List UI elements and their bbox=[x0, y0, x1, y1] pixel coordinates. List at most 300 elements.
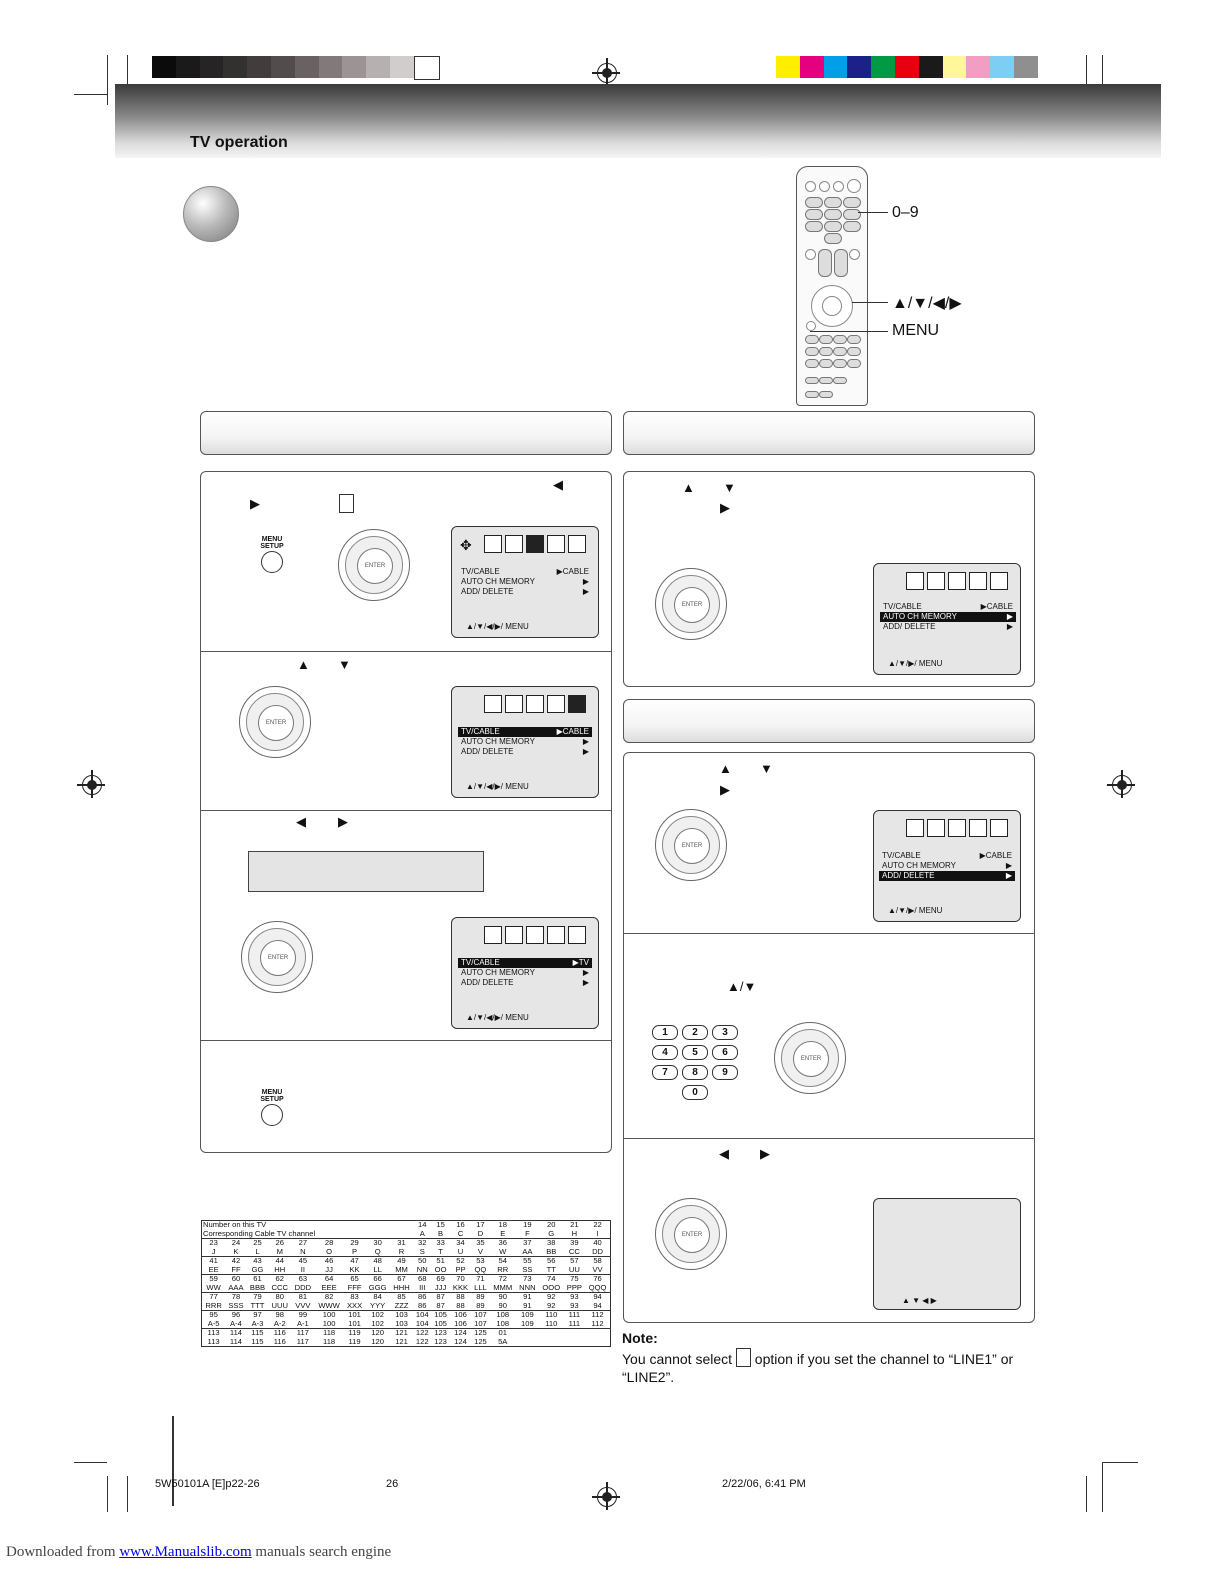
registration-mark bbox=[597, 1487, 617, 1507]
osd-row-value: ▶ bbox=[582, 978, 589, 987]
enter-button: ENTER bbox=[793, 1041, 829, 1077]
table-cell: 109 bbox=[521, 1318, 534, 1328]
step-divider bbox=[201, 651, 611, 652]
table-cell: 60 bbox=[225, 1275, 247, 1284]
color-swatch bbox=[990, 56, 1014, 78]
table-cell: TTT bbox=[250, 1300, 265, 1310]
right-arrow-icon: ▶ bbox=[250, 496, 260, 511]
leader-line bbox=[852, 302, 888, 303]
osd-menu-list bbox=[458, 958, 592, 988]
remote-button bbox=[805, 347, 819, 356]
table-cell: GG bbox=[251, 1264, 264, 1274]
table-cell bbox=[516, 1338, 539, 1347]
menu-button-circle bbox=[261, 551, 283, 573]
remote-number-key bbox=[843, 197, 861, 208]
step-divider bbox=[624, 933, 1034, 934]
table-cell: 108 bbox=[490, 1311, 516, 1320]
lock-icon bbox=[969, 572, 987, 590]
table-cell: 104 bbox=[413, 1311, 431, 1320]
remote-button bbox=[819, 347, 833, 356]
table-cell bbox=[585, 1338, 610, 1347]
osd-row-tvcable bbox=[458, 727, 592, 737]
left-heading-box bbox=[200, 411, 612, 455]
table-cell: MMM bbox=[493, 1282, 513, 1292]
table-cell: 19 bbox=[523, 1220, 532, 1229]
channel-setup-icon bbox=[526, 695, 544, 713]
table-cell: 84 bbox=[365, 1293, 390, 1302]
color-swatch bbox=[1014, 56, 1038, 78]
dpad-ud bbox=[774, 1022, 846, 1094]
table-cell: 88 bbox=[450, 1293, 472, 1302]
crop-mark bbox=[172, 1416, 174, 1506]
picture-icon bbox=[505, 695, 523, 713]
menu-button-circle bbox=[261, 1104, 283, 1126]
enter-button: ENTER bbox=[258, 705, 294, 741]
color-swatch bbox=[919, 56, 943, 78]
table-cell: LL bbox=[373, 1264, 382, 1274]
table-cell: 118 bbox=[323, 1336, 336, 1346]
remote-button bbox=[819, 335, 833, 344]
table-cell: 91 bbox=[516, 1293, 539, 1302]
registration-mark bbox=[82, 775, 102, 795]
table-cell: 111 bbox=[568, 1318, 581, 1328]
table-cell: D bbox=[477, 1228, 484, 1238]
table-cell: 110 bbox=[545, 1318, 558, 1328]
table-cell: 26 bbox=[268, 1239, 291, 1248]
osd-menu-icons bbox=[484, 695, 586, 713]
table-cell: 23 bbox=[202, 1239, 226, 1248]
footer-page-number: 26 bbox=[386, 1478, 399, 1490]
table-cell: 31 bbox=[390, 1239, 413, 1248]
table-cell: 122 bbox=[415, 1336, 429, 1346]
table-cell: 123 bbox=[434, 1336, 447, 1346]
table-cell: 67 bbox=[390, 1275, 413, 1284]
table-cell: VVV bbox=[295, 1300, 311, 1310]
table-cell: HHH bbox=[393, 1282, 410, 1292]
table-cell: 110 bbox=[539, 1311, 564, 1320]
table-cell: 65 bbox=[344, 1275, 366, 1284]
table-cell: 86 bbox=[413, 1293, 431, 1302]
table-cell: 15 bbox=[436, 1220, 445, 1229]
remote-number-key bbox=[805, 221, 823, 232]
remote-button bbox=[833, 377, 847, 384]
remote-button bbox=[847, 359, 861, 368]
cc-icon bbox=[990, 819, 1008, 837]
lock-icon bbox=[547, 535, 565, 553]
table-cell: 53 bbox=[471, 1257, 489, 1266]
table-cell: 78 bbox=[225, 1293, 247, 1302]
table-cell: 114 bbox=[225, 1329, 247, 1338]
picture-icon bbox=[927, 572, 945, 590]
osd-footer: ▲/▼/◀/▶/ MENU bbox=[466, 1013, 529, 1022]
table-cell: 122 bbox=[413, 1329, 431, 1338]
remote-number-key bbox=[805, 209, 823, 220]
table-cell: 119 bbox=[348, 1336, 361, 1346]
table-cell: 83 bbox=[344, 1293, 366, 1302]
table-cell: 73 bbox=[516, 1275, 539, 1284]
table-cell: KKK bbox=[452, 1282, 469, 1292]
right-arrow-icon: ▶ bbox=[720, 782, 730, 797]
picture-icon bbox=[505, 926, 523, 944]
table-cell: OOO bbox=[542, 1282, 561, 1292]
number-key: 4 bbox=[652, 1045, 678, 1060]
table-cell: NN bbox=[416, 1264, 428, 1274]
table-cell: 75 bbox=[564, 1275, 586, 1284]
updown-arrow-icon: ▲/▼ bbox=[727, 979, 757, 994]
osd-row-value: ▶ bbox=[1006, 612, 1013, 621]
number-key: 8 bbox=[682, 1065, 708, 1080]
osd-row-value: ▶CABLE bbox=[980, 602, 1013, 611]
number-key: 0 bbox=[682, 1085, 708, 1100]
crop-mark bbox=[107, 55, 108, 105]
setup-label: SETUP bbox=[260, 1096, 284, 1103]
table-cell: 101 bbox=[348, 1318, 361, 1328]
table-cell: R bbox=[398, 1246, 405, 1256]
osd-row-value: ▶TV bbox=[572, 958, 589, 967]
cc-icon bbox=[568, 926, 586, 944]
gray-swatch bbox=[342, 56, 366, 78]
number-key: 3 bbox=[712, 1025, 738, 1040]
right-heading-box bbox=[623, 411, 1035, 455]
table-cell: 90 bbox=[498, 1300, 507, 1310]
table-cell: 95 bbox=[202, 1311, 226, 1320]
clock-icon bbox=[906, 572, 924, 590]
remote-button bbox=[805, 335, 819, 344]
table-cell: 57 bbox=[564, 1257, 586, 1266]
osd-menu-list bbox=[458, 567, 592, 597]
table-cell: 45 bbox=[291, 1257, 314, 1266]
osd-footer: ▲/▼/▶/ MENU bbox=[888, 906, 943, 915]
table-cell: XXX bbox=[346, 1300, 363, 1310]
table-cell: FF bbox=[231, 1264, 241, 1274]
table-cell: HH bbox=[274, 1264, 286, 1274]
remote-button bbox=[833, 359, 847, 368]
table-cell: 25 bbox=[247, 1239, 269, 1248]
dpad-ud bbox=[239, 686, 311, 758]
table-cell: BB bbox=[546, 1246, 557, 1256]
note-text-end: option if you set the channel to “LINE1” or “LINE2”. bbox=[622, 1351, 1014, 1385]
table-cell: 116 bbox=[268, 1329, 291, 1338]
remote-button bbox=[805, 391, 819, 398]
remote-label-menu: MENU bbox=[892, 322, 940, 339]
remote-number-key bbox=[843, 221, 861, 232]
table-cell: LLL bbox=[474, 1282, 487, 1292]
crop-mark bbox=[1086, 55, 1087, 85]
remote-button bbox=[805, 181, 816, 192]
table-cell: 120 bbox=[365, 1329, 390, 1338]
dpad-ud bbox=[655, 568, 727, 640]
table-cell: 93 bbox=[570, 1300, 579, 1310]
step-divider bbox=[201, 1040, 611, 1041]
table-cell: 106 bbox=[450, 1311, 472, 1320]
up-arrow-icon: ▲ bbox=[682, 480, 695, 495]
table-cell: 22 bbox=[593, 1220, 602, 1229]
table-cell: DDD bbox=[294, 1282, 312, 1292]
cable-channel-table bbox=[201, 1220, 611, 1347]
table-cell: 96 bbox=[225, 1311, 247, 1320]
right-arrow-icon: ▶ bbox=[760, 1146, 770, 1161]
menu-setup-button bbox=[256, 1089, 288, 1126]
remote-enter-button bbox=[822, 296, 842, 316]
table-cell: ZZZ bbox=[394, 1300, 409, 1310]
table-cell: P bbox=[352, 1246, 358, 1256]
crop-mark bbox=[107, 1476, 108, 1512]
table-cell: 114 bbox=[229, 1336, 243, 1346]
table-cell: QQQ bbox=[588, 1282, 607, 1292]
table-cell: 74 bbox=[539, 1275, 564, 1284]
remote-number-key bbox=[824, 197, 842, 208]
osd-row-label: ADD/ DELETE bbox=[461, 747, 514, 756]
osd-row-value: ▶ bbox=[1005, 861, 1012, 870]
osd-row-tvcable bbox=[458, 567, 592, 577]
clock-icon bbox=[906, 819, 924, 837]
remote-number-key bbox=[824, 221, 842, 232]
table-cell: 51 bbox=[431, 1257, 449, 1266]
cc-icon bbox=[568, 695, 586, 713]
osd-row-add bbox=[458, 587, 592, 597]
table-cell: 18 bbox=[498, 1220, 507, 1229]
table-cell: PP bbox=[455, 1264, 466, 1274]
registration-mark bbox=[597, 63, 617, 83]
table-cell: 111 bbox=[564, 1311, 586, 1320]
color-swatch bbox=[966, 56, 990, 78]
remote-button bbox=[833, 181, 844, 192]
table-cell: 82 bbox=[314, 1293, 343, 1302]
remote-button bbox=[847, 347, 861, 356]
remote-menu-button bbox=[806, 321, 816, 331]
table-cell: 49 bbox=[390, 1257, 413, 1266]
table-cell: III bbox=[419, 1282, 426, 1292]
table-cell: 80 bbox=[268, 1293, 291, 1302]
table-cell: 107 bbox=[471, 1311, 489, 1320]
osd-menu-list bbox=[458, 727, 592, 757]
table-cell bbox=[585, 1329, 610, 1338]
osd-row-label: ADD/ DELETE bbox=[461, 587, 514, 596]
table-cell: 87 bbox=[436, 1300, 445, 1310]
table-cell: 117 bbox=[291, 1329, 314, 1338]
table-cell: 108 bbox=[496, 1318, 510, 1328]
osd-row-value: ▶ bbox=[1005, 871, 1012, 880]
table-cell bbox=[564, 1338, 586, 1347]
osd-row-auto bbox=[458, 968, 592, 978]
table-cell: 69 bbox=[431, 1275, 449, 1284]
table-cell: 109 bbox=[516, 1311, 539, 1320]
table-cell: JJJ bbox=[434, 1282, 447, 1292]
osd-row-label: ADD/ DELETE bbox=[883, 622, 936, 631]
remote-button bbox=[833, 335, 847, 344]
table-cell: 66 bbox=[365, 1275, 390, 1284]
osd-row-add bbox=[458, 747, 592, 757]
table-cell: 99 bbox=[291, 1311, 314, 1320]
table-cell: UUU bbox=[271, 1300, 288, 1310]
table-cell: 112 bbox=[591, 1318, 604, 1328]
table-cell: 105 bbox=[431, 1311, 449, 1320]
channel-setup-icon bbox=[526, 535, 544, 553]
table-cell: EEE bbox=[321, 1282, 337, 1292]
table-cell: BBB bbox=[249, 1282, 266, 1292]
gray-swatch bbox=[390, 56, 414, 78]
table-cell: 29 bbox=[344, 1239, 366, 1248]
table-cell: UU bbox=[568, 1264, 580, 1274]
table-cell: A bbox=[419, 1228, 425, 1238]
osd-row-auto bbox=[458, 577, 592, 587]
table-cell: 89 bbox=[471, 1293, 489, 1302]
osd-footer: ▲/▼/◀/▶/ MENU bbox=[466, 622, 529, 631]
table-cell: A-3 bbox=[251, 1318, 264, 1328]
osd-row-add bbox=[879, 871, 1015, 881]
lock-icon bbox=[547, 695, 565, 713]
table-cell: 81 bbox=[291, 1293, 314, 1302]
table-cell: 94 bbox=[585, 1293, 610, 1302]
clock-icon bbox=[484, 926, 502, 944]
table-cell: 54 bbox=[490, 1257, 516, 1266]
table-cell: 103 bbox=[390, 1311, 413, 1320]
crop-mark bbox=[1102, 1462, 1103, 1512]
crop-mark bbox=[74, 1462, 107, 1463]
table-cell: 116 bbox=[273, 1336, 286, 1346]
table-cell: 24 bbox=[225, 1239, 247, 1248]
menu-label: MENU bbox=[261, 536, 283, 543]
table-cell: 63 bbox=[291, 1275, 314, 1284]
osd-footer: ▲/▼/▶/ MENU bbox=[888, 659, 943, 668]
table-cell: 39 bbox=[564, 1239, 586, 1248]
osd-screen-6 bbox=[873, 1198, 1021, 1310]
number-key: 6 bbox=[712, 1045, 738, 1060]
osd-row-value: ▶ bbox=[1006, 622, 1013, 631]
table-cell: 33 bbox=[431, 1239, 449, 1248]
osd-row-value: ▶ bbox=[582, 587, 589, 596]
footer-date: 2/22/06, 6:41 PM bbox=[722, 1478, 806, 1490]
osd-row-label: ADD/ DELETE bbox=[882, 871, 935, 880]
table-cell: PPP bbox=[566, 1282, 582, 1292]
color-swatch bbox=[847, 56, 871, 78]
section-bullet bbox=[183, 186, 239, 242]
table-cell: 01 bbox=[490, 1329, 516, 1338]
table-cell: KK bbox=[349, 1264, 360, 1274]
table-cell: 117 bbox=[296, 1336, 309, 1346]
cc-icon bbox=[568, 535, 586, 553]
table-cell: 77 bbox=[202, 1293, 226, 1302]
table-cell: 87 bbox=[431, 1293, 449, 1302]
table-cell: WW bbox=[206, 1282, 221, 1292]
table-cell: G bbox=[548, 1228, 555, 1238]
osd-row-label: TV/CABLE bbox=[882, 851, 921, 860]
crop-mark bbox=[1103, 1462, 1138, 1463]
table-cell: 107 bbox=[474, 1318, 487, 1328]
table-cell: 125 bbox=[471, 1329, 489, 1338]
table-cell: A-5 bbox=[207, 1318, 220, 1328]
gray-swatch bbox=[176, 56, 200, 78]
table-cell: YYY bbox=[370, 1300, 386, 1310]
number-key: 2 bbox=[682, 1025, 708, 1040]
table-cell: WWW bbox=[318, 1300, 340, 1310]
table-cell: 56 bbox=[539, 1257, 564, 1266]
right-arrow-icon: ▶ bbox=[338, 814, 348, 829]
table-cell: 101 bbox=[344, 1311, 366, 1320]
remote-button bbox=[847, 335, 861, 344]
table-cell bbox=[516, 1329, 539, 1338]
osd-row-value: ▶CABLE bbox=[556, 727, 589, 736]
table-cell: 115 bbox=[251, 1336, 264, 1346]
table-cell: OO bbox=[434, 1264, 447, 1274]
table-cell: 125 bbox=[474, 1336, 487, 1346]
osd-row-label: TV/CABLE bbox=[461, 958, 500, 967]
remote-button bbox=[819, 359, 833, 368]
table-cell: K bbox=[233, 1246, 239, 1256]
remote-button bbox=[805, 377, 819, 384]
table-cell: 92 bbox=[547, 1300, 556, 1310]
table-cell: 41 bbox=[202, 1257, 226, 1266]
table-cell: E bbox=[500, 1228, 506, 1238]
remote-number-key bbox=[805, 197, 823, 208]
osd-row-label: AUTO CH MEMORY bbox=[883, 612, 957, 621]
table-cell: 100 bbox=[322, 1318, 336, 1328]
menu-setup-button bbox=[256, 536, 288, 573]
remote-button bbox=[805, 359, 819, 368]
table-cell: 113 bbox=[207, 1336, 220, 1346]
table-cell: AA bbox=[522, 1246, 533, 1256]
table-cell: O bbox=[326, 1246, 333, 1256]
table-cell: S bbox=[419, 1246, 425, 1256]
osd-row-value: ▶ bbox=[582, 747, 589, 756]
table-cell: F bbox=[525, 1228, 530, 1238]
table-cell: 43 bbox=[247, 1257, 269, 1266]
remote-number-key bbox=[843, 209, 861, 220]
osd-screen-1 bbox=[451, 526, 599, 638]
table-cell: 124 bbox=[454, 1336, 467, 1346]
table-cell: 94 bbox=[593, 1300, 602, 1310]
table-cell: 120 bbox=[371, 1336, 384, 1346]
table-cell: 102 bbox=[365, 1311, 390, 1320]
table-cell: 72 bbox=[490, 1275, 516, 1284]
osd-footer: ▲/▼/◀/▶/ MENU bbox=[466, 782, 529, 791]
channel-setup-icon bbox=[526, 926, 544, 944]
table-cell: 61 bbox=[247, 1275, 269, 1284]
table-cell: 20 bbox=[547, 1220, 556, 1229]
option-gray-box bbox=[248, 851, 484, 892]
down-arrow-icon: ▼ bbox=[723, 480, 736, 495]
manualslib-link[interactable]: www.Manualslib.com bbox=[119, 1544, 252, 1560]
remote-button bbox=[819, 377, 833, 384]
note-text-start: You cannot select bbox=[622, 1351, 733, 1367]
table-cell: U bbox=[457, 1246, 464, 1256]
table-cell: 124 bbox=[450, 1329, 472, 1338]
table-cell: 115 bbox=[247, 1329, 269, 1338]
gray-swatch bbox=[319, 56, 343, 78]
table-cell: T bbox=[438, 1246, 443, 1256]
leader-line bbox=[810, 331, 888, 332]
table-cell: RRR bbox=[205, 1300, 222, 1310]
gray-swatch bbox=[223, 56, 247, 78]
table-cell: 71 bbox=[471, 1275, 489, 1284]
table-cell: N bbox=[300, 1246, 306, 1256]
osd-row-add bbox=[880, 622, 1016, 632]
table-cell: W bbox=[499, 1246, 507, 1256]
osd-row-auto bbox=[879, 861, 1015, 871]
crop-mark bbox=[127, 1476, 128, 1512]
up-arrow-icon: ▲ bbox=[297, 657, 310, 672]
table-cell: 106 bbox=[454, 1318, 467, 1328]
table-cell: V bbox=[477, 1246, 483, 1256]
table-cell: 32 bbox=[413, 1239, 431, 1248]
table-cell: 37 bbox=[516, 1239, 539, 1248]
table-cell: 48 bbox=[365, 1257, 390, 1266]
remote-number-key bbox=[824, 233, 842, 244]
remote-button bbox=[805, 249, 816, 260]
osd-menu-list bbox=[880, 602, 1016, 632]
table-cell: Q bbox=[374, 1246, 381, 1256]
download-suffix: manuals search engine bbox=[255, 1544, 392, 1560]
